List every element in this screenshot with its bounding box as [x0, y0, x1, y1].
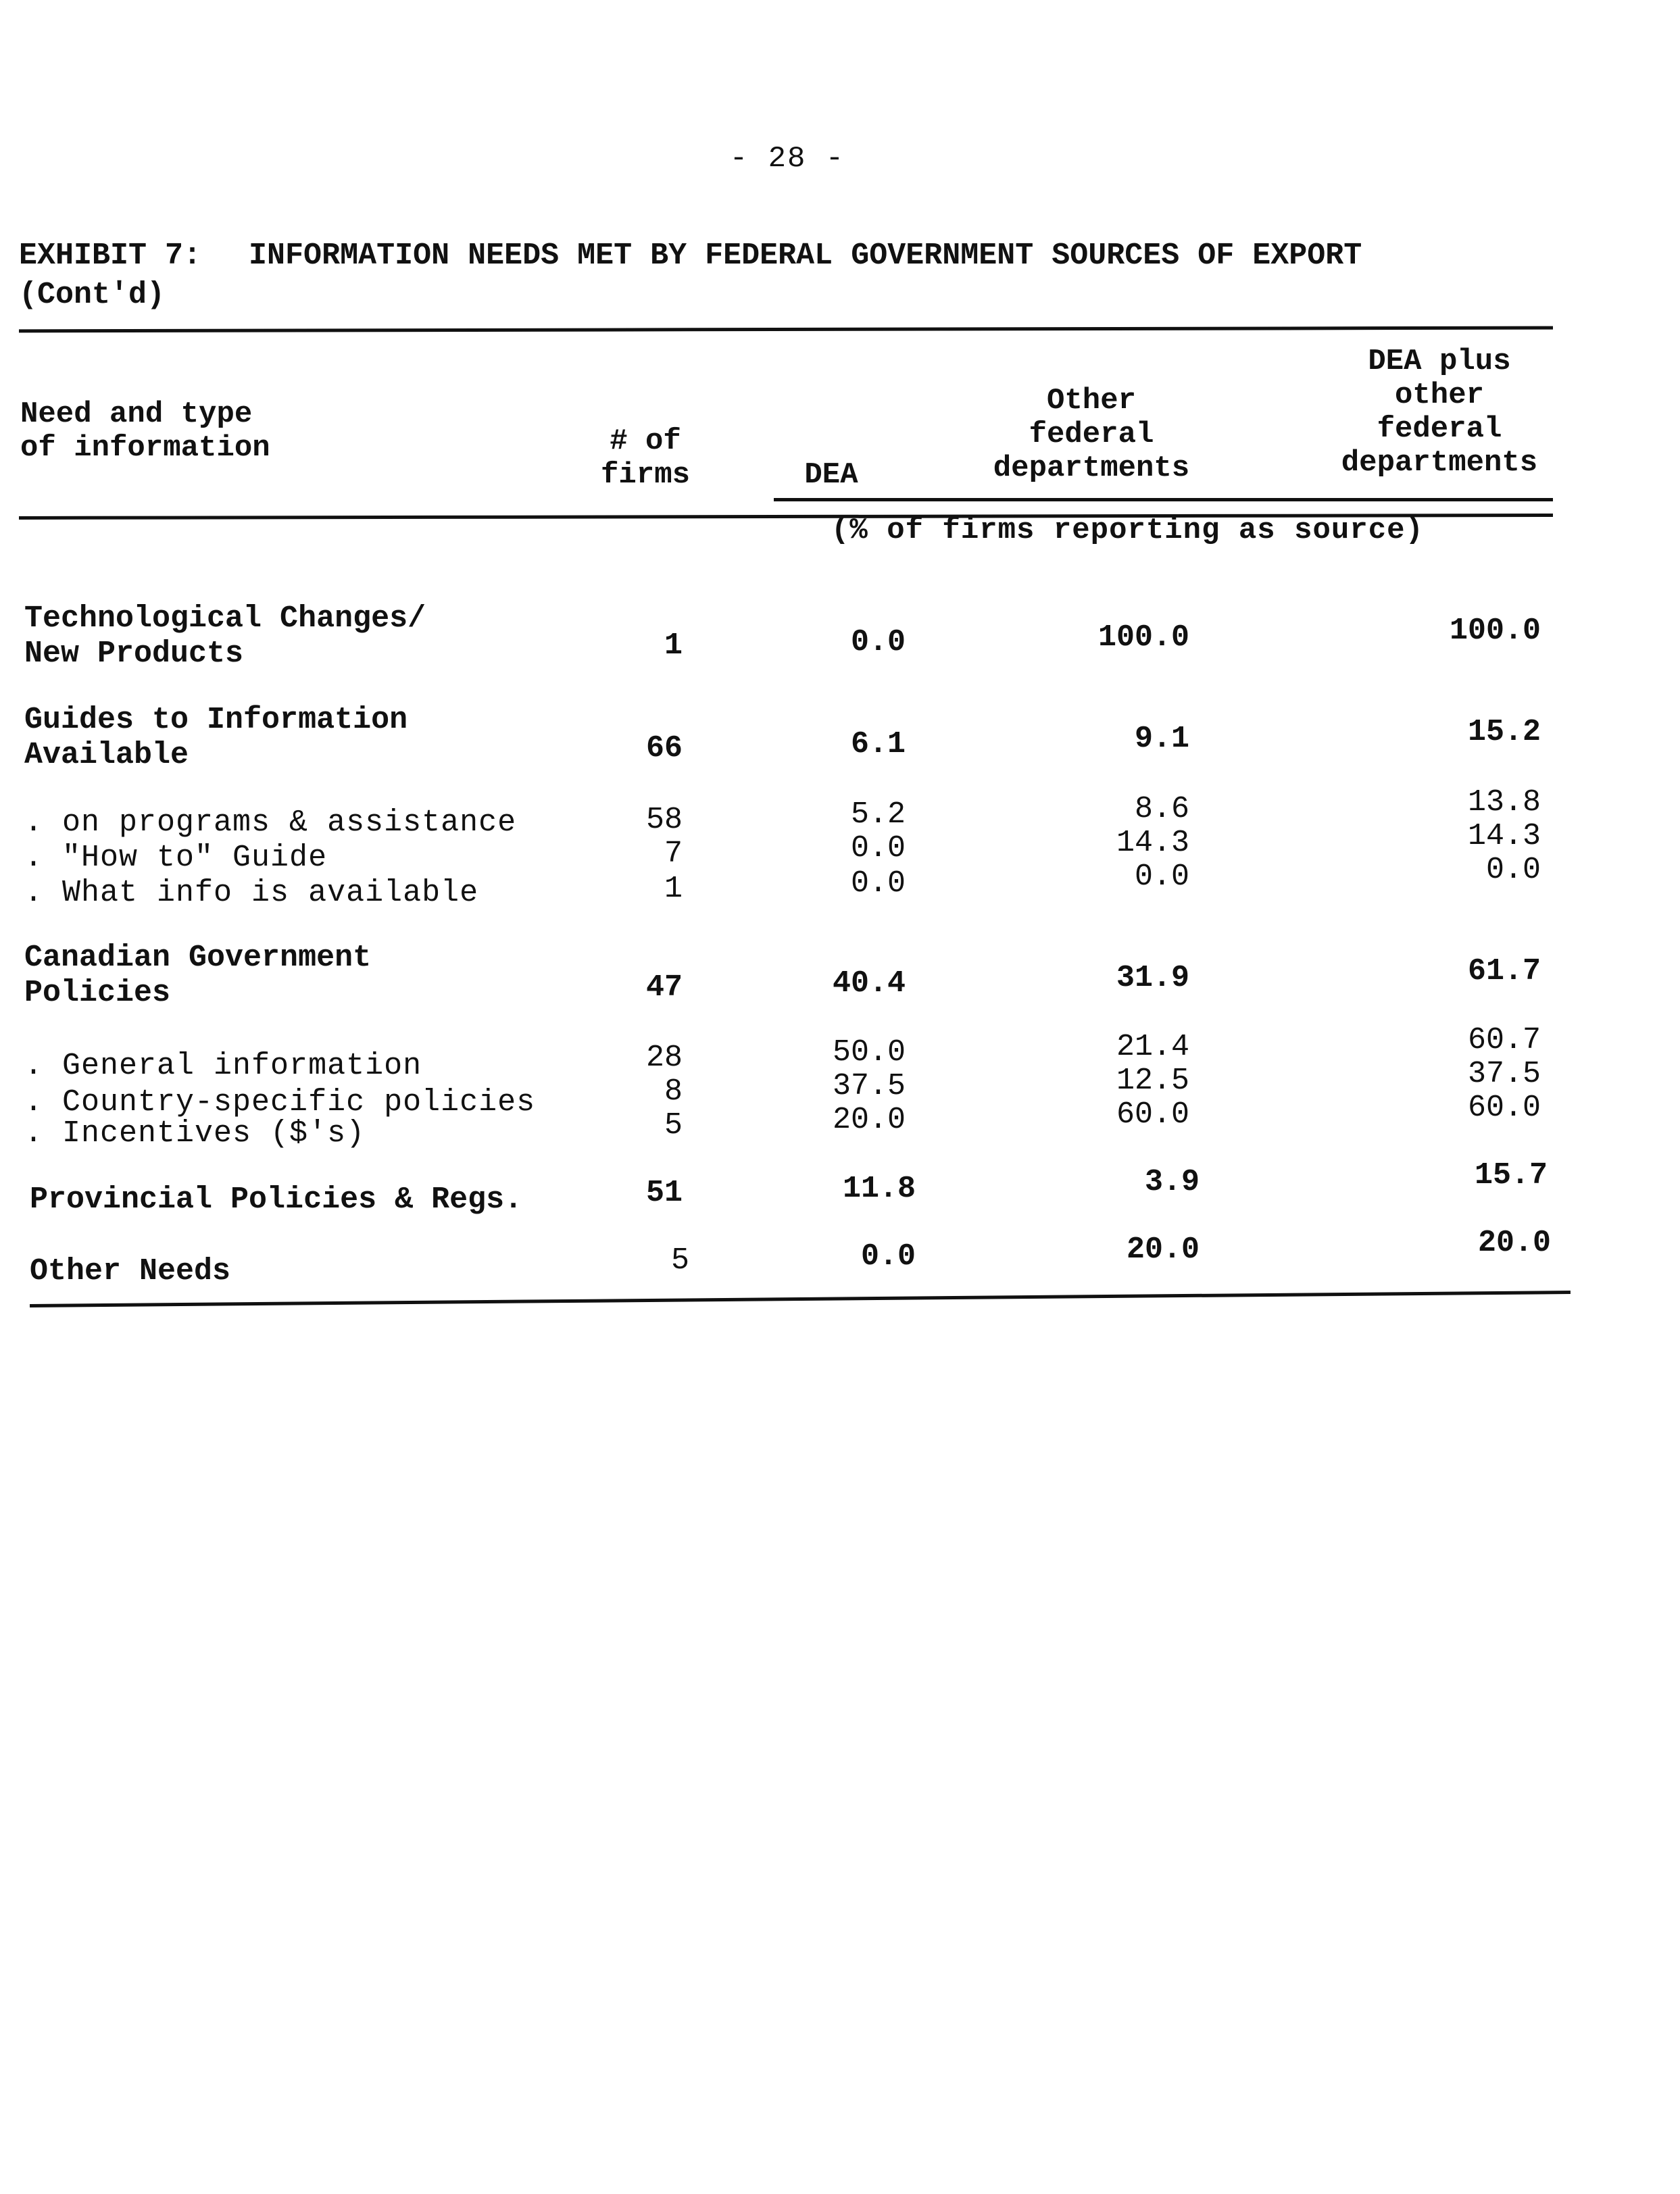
row-label: . Country-specific policies	[24, 1085, 536, 1120]
cell-other: 8.6	[1134, 792, 1189, 826]
header-other-federal: Other federal departments	[993, 384, 1190, 485]
header-top-rule	[19, 326, 1553, 333]
cell-dea: 50.0	[832, 1035, 906, 1070]
cell-firms: 5	[664, 1108, 683, 1143]
cell-dea: 11.8	[842, 1172, 916, 1206]
cell-other: 60.0	[1116, 1097, 1189, 1132]
row-label: . Incentives ($'s)	[24, 1116, 366, 1151]
cell-other: 12.5	[1116, 1064, 1189, 1098]
cell-dea: 5.2	[850, 797, 906, 832]
header-need: Need and type of information	[20, 397, 270, 465]
cell-dea: 40.4	[832, 966, 906, 1001]
unit-note: (% of firms reporting as source)	[831, 514, 1424, 547]
page-number: - 28 -	[729, 142, 845, 176]
cell-other: 100.0	[1097, 620, 1189, 655]
cell-dea: 0.0	[850, 831, 906, 866]
cell-firms: 58	[645, 803, 683, 837]
cell-plus: 60.7	[1467, 1023, 1541, 1057]
header-dea: DEA	[804, 458, 858, 492]
row-label: . General information	[24, 1049, 422, 1083]
cell-other: 20.0	[1126, 1232, 1200, 1267]
row-label: Guides to Information Available	[24, 703, 408, 772]
cell-other: 14.3	[1116, 826, 1189, 860]
cell-plus: 60.0	[1467, 1091, 1541, 1125]
cell-plus: 14.3	[1467, 819, 1541, 853]
cell-plus: 100.0	[1449, 614, 1541, 648]
cell-dea: 0.0	[850, 625, 906, 659]
header-firms: # of firms	[600, 424, 691, 492]
cell-plus: 13.8	[1467, 785, 1541, 820]
cell-plus: 0.0	[1485, 853, 1541, 887]
cell-other: 21.4	[1116, 1030, 1189, 1064]
exhibit-title	[19, 236, 1560, 315]
cell-firms: 5	[670, 1243, 689, 1278]
cell-plus: 20.0	[1477, 1226, 1551, 1260]
row-label: Other Needs	[30, 1254, 231, 1289]
cell-dea: 20.0	[832, 1103, 906, 1137]
header-bottom-rule-right	[774, 498, 1553, 501]
cell-dea: 0.0	[860, 1239, 916, 1274]
cell-plus: 61.7	[1467, 954, 1541, 989]
cell-dea: 0.0	[850, 866, 906, 901]
row-label: . "How to" Guide	[24, 841, 328, 875]
header-dea-plus-other: DEA plus other federal departments	[1341, 345, 1538, 480]
cell-firms: 28	[645, 1041, 683, 1075]
row-label: . What info is available	[24, 876, 479, 910]
cell-plus: 15.7	[1474, 1158, 1548, 1193]
cell-firms: 8	[664, 1074, 683, 1109]
cell-firms: 47	[645, 970, 683, 1005]
exhibit-heading: INFORMATION NEEDS MET BY FEDERAL GOVERNMENT SOURCES OF EXPORT	[249, 239, 1362, 273]
exhibit-number: EXHIBIT 7:	[19, 239, 202, 273]
cell-plus: 15.2	[1467, 715, 1541, 749]
exhibit-continued: (Cont'd)	[19, 278, 166, 312]
cell-other: 3.9	[1144, 1165, 1200, 1199]
table-bottom-rule	[30, 1291, 1571, 1307]
cell-firms: 1	[664, 628, 683, 663]
cell-firms: 1	[664, 872, 683, 906]
cell-other: 31.9	[1116, 961, 1189, 995]
cell-dea: 37.5	[832, 1069, 906, 1103]
row-label: Canadian Government Policies	[24, 941, 372, 1010]
cell-dea: 6.1	[850, 727, 906, 762]
cell-firms: 7	[664, 837, 683, 871]
cell-other: 0.0	[1134, 859, 1189, 894]
cell-firms: 51	[645, 1176, 683, 1210]
row-label: . on programs & assistance	[24, 805, 517, 840]
cell-firms: 66	[645, 731, 683, 766]
cell-other: 9.1	[1134, 722, 1189, 756]
cell-plus: 37.5	[1467, 1057, 1541, 1091]
row-label: Technological Changes/ New Products	[24, 601, 426, 671]
row-label: Provincial Policies & Regs.	[30, 1182, 523, 1217]
